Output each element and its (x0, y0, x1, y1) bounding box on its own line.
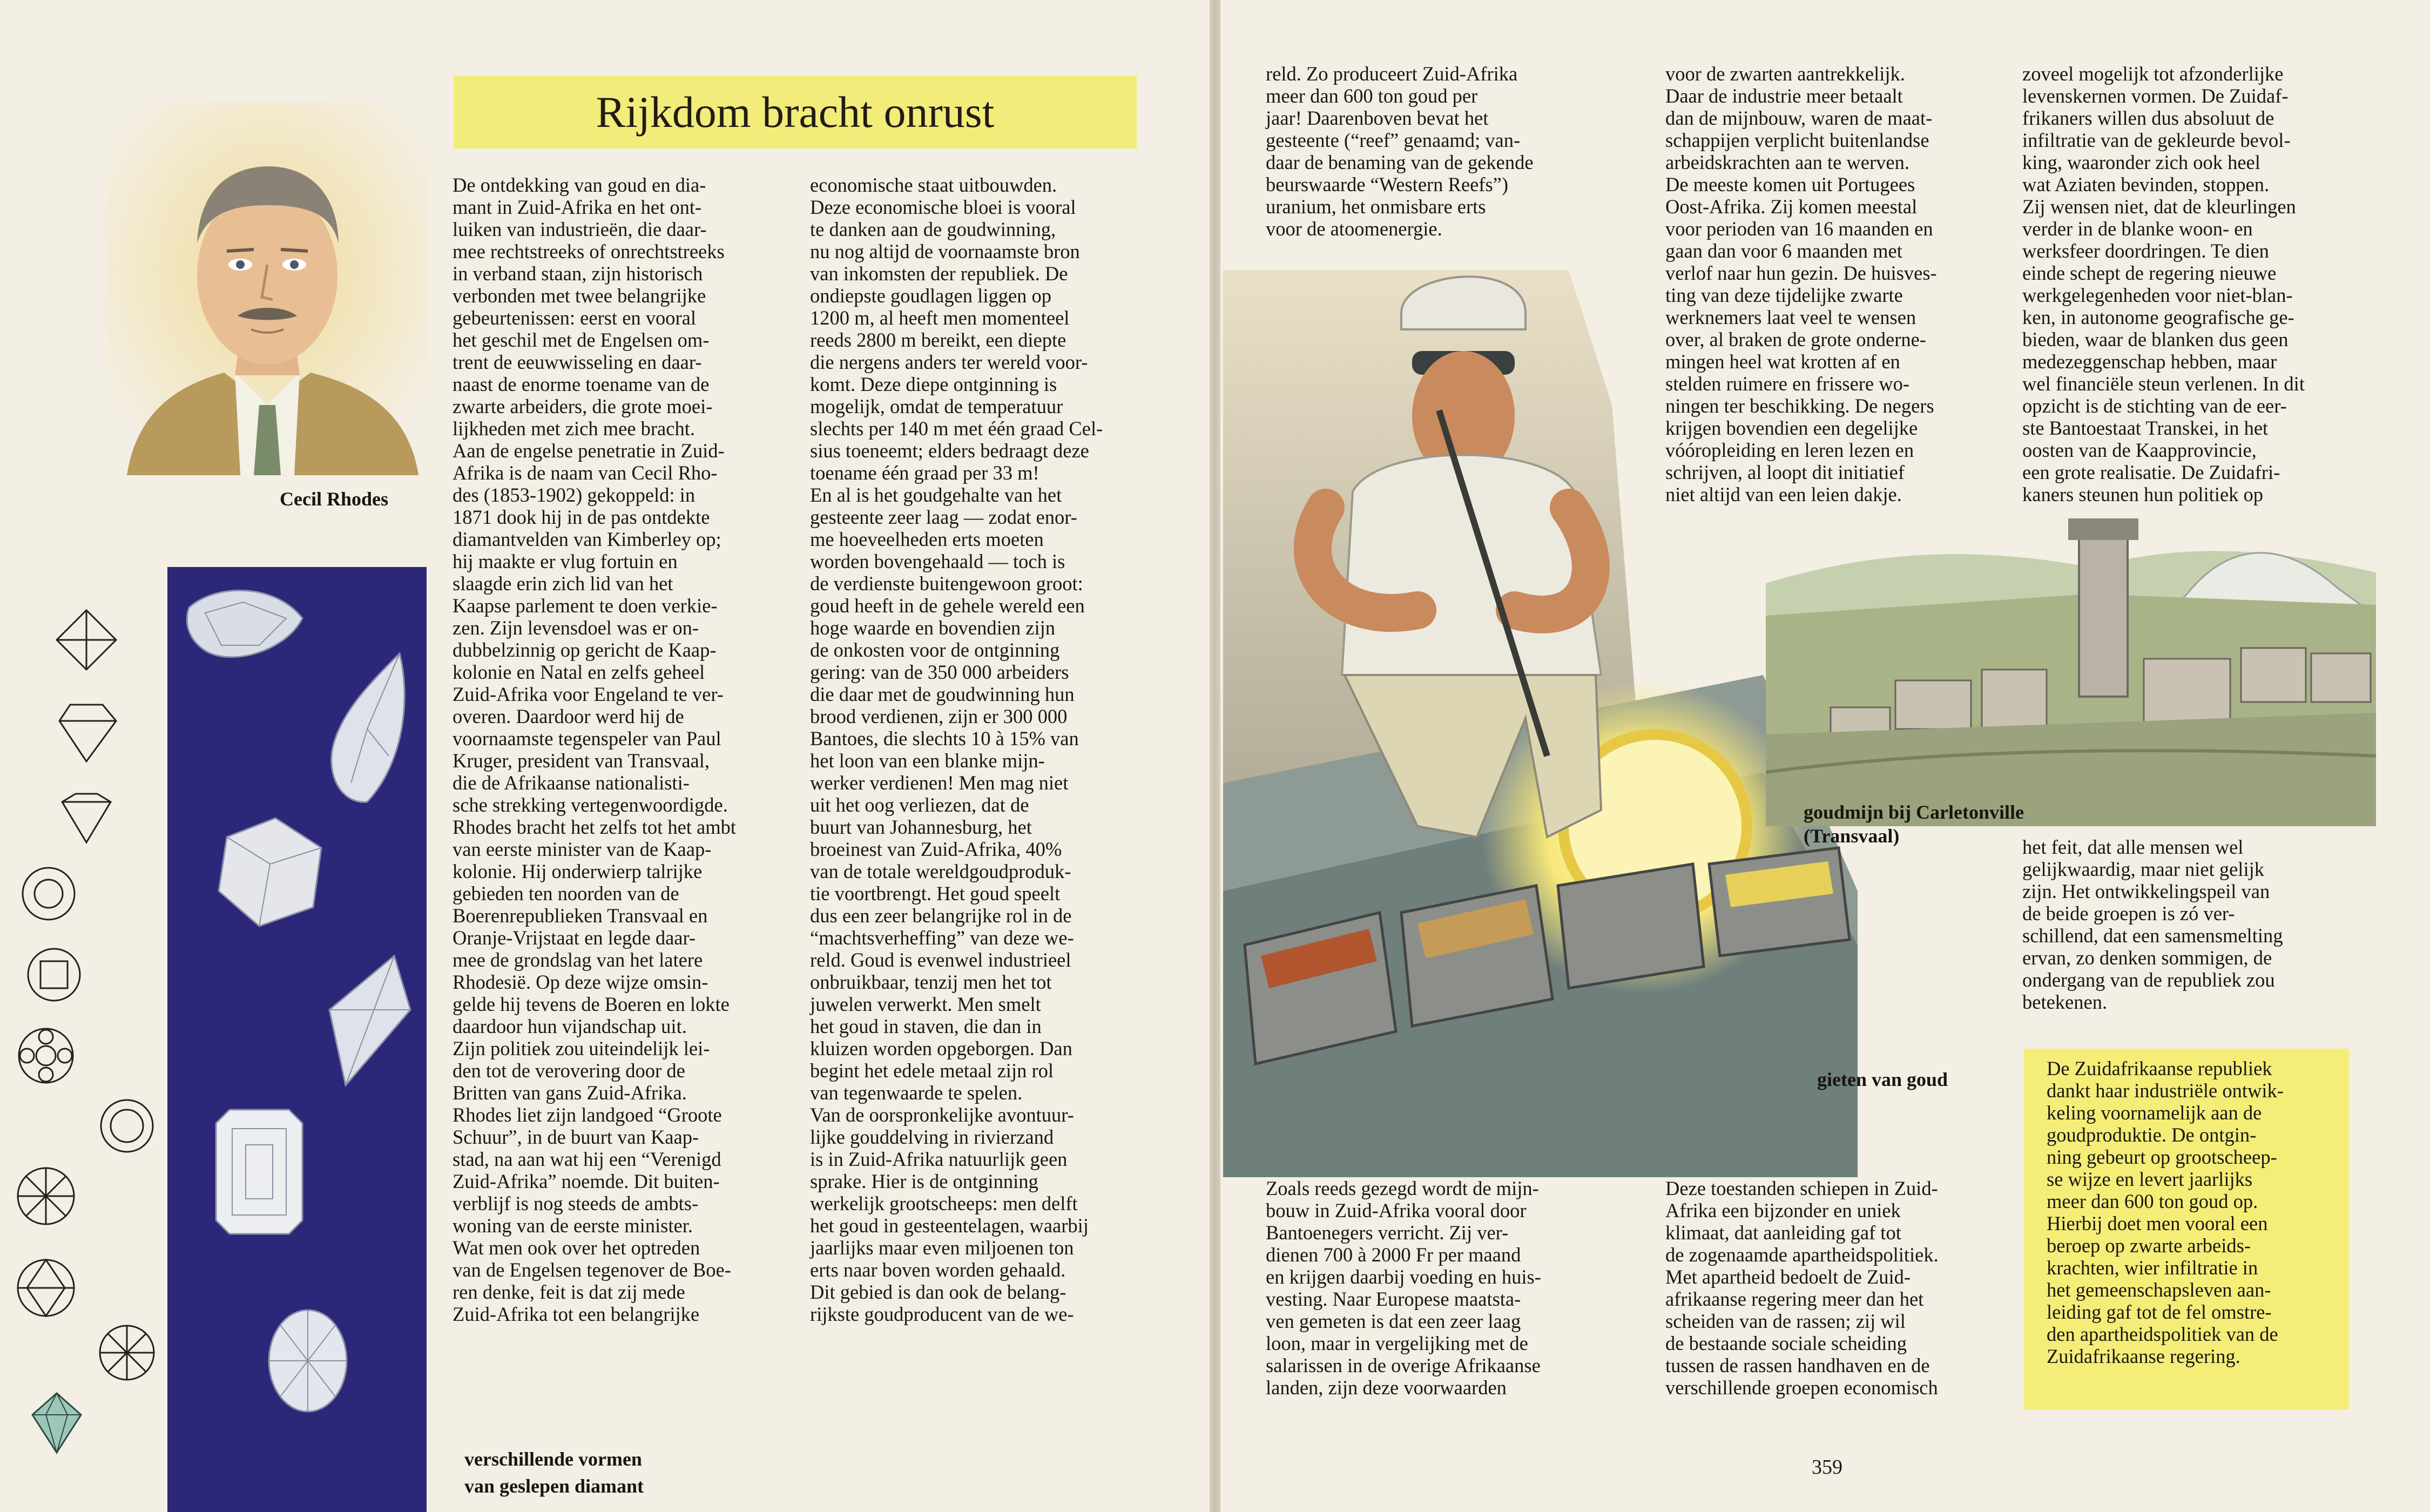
cecil-rhodes-portrait (105, 103, 429, 475)
text-line: Zuid-Afrika tot een belangrijke (453, 1303, 700, 1325)
text-line: het feit, dat alle mensen wel (2022, 836, 2244, 858)
text-line: toename één graad per 33 m! (810, 462, 1040, 484)
text-line: Dit gebied is dan ook de belang- (810, 1281, 1066, 1303)
text-line: mant in Zuid-Afrika en het ont- (453, 196, 702, 218)
text-line: mee de grondslag van het latere (453, 949, 703, 971)
text-line: den tot de verovering door de (453, 1059, 685, 1082)
text-column-1 (453, 174, 791, 1325)
text-line: de zogenaamde apartheidspolitiek. (1665, 1244, 1939, 1266)
text-line: het geschil met de Engelsen om- (453, 329, 710, 351)
text-line: Zuid-Afrika voor Engeland te ver- (453, 683, 724, 705)
text-line: bouw in Zuid-Afrika vooral door (1266, 1199, 1527, 1221)
summary-line: De Zuidafrikaanse republiek (2047, 1057, 2272, 1079)
text-line: ting van deze tijdelijke zwarte (1665, 284, 1903, 306)
text-line: voor de zwarten aantrekkelijk. (1665, 63, 1905, 85)
goldmine-illustration (1766, 518, 2376, 826)
text-line: die de Afrikaanse nationalisti- (453, 772, 690, 794)
page-number: 359 (1812, 1456, 1842, 1479)
text-line: uit het oog verliezen, dat de (810, 794, 1029, 816)
text-line: onbruikbaar, tenzij men het tot (810, 971, 1052, 993)
text-line: naast de enorme toename van de (453, 373, 710, 395)
text-line: Schuur”, in de buurt van Kaap- (453, 1126, 699, 1148)
text-line: verschillende groepen economisch (1665, 1376, 1938, 1399)
text-line: Daar de industrie meer betaalt (1665, 85, 1903, 107)
text-line: reeds 2800 m bereikt, een diepte (810, 329, 1066, 351)
text-line: Rhodes bracht het zelfs tot het ambt (453, 816, 737, 838)
text-line: die nergens anders ter wereld voor- (810, 351, 1088, 373)
text-line: des (1853-1902) gekoppeld: in (453, 484, 696, 506)
text-line: dus een zeer belangrijke rol in de (810, 905, 1072, 927)
text-line: kolonie. Hij onderwierp talrijke (453, 860, 703, 882)
text-line: tie voortbrengt. Het goud speelt (810, 882, 1061, 905)
text-line: Oranje-Vrijstaat en legde daar- (453, 927, 696, 949)
text-line: ondergang van de republiek zou (2022, 969, 2275, 991)
diamond-cut-outlines (0, 594, 162, 1485)
text-line: reld. Zo produceert Zuid-Afrika (1266, 63, 1518, 85)
text-line: slaagde erin zich lid van het (453, 572, 673, 595)
text-line: wel financiële steun verlenen. In dit (2022, 373, 2305, 395)
text-line: voornaamste tegenspeler van Paul (453, 727, 721, 750)
text-line: daardoor hun vijandschap uit. (453, 1015, 687, 1037)
text-line: scheiden van de rassen; zij wil (1665, 1310, 1906, 1332)
text-line: gebieden ten noorden van de (453, 882, 679, 905)
text-line: beurswaarde “Western Reefs”) (1266, 173, 1509, 195)
text-line: verbonden met twee belangrijke (453, 285, 706, 307)
text-line: het goud in gesteentelagen, waarbij (810, 1214, 1089, 1237)
text-line: Deze economische bloei is vooral (810, 196, 1076, 218)
text-line: meer dan 600 ton goud per (1266, 85, 1478, 107)
text-line: over, al braken de grote onderne- (1665, 328, 1926, 350)
text-column-3-bottom (1266, 1177, 1638, 1399)
text-line: landen, zijn deze voorwaarden (1266, 1376, 1507, 1399)
text-line: trent de eeuwwisseling en daar- (453, 351, 702, 373)
summary-line: leiding gaf tot de fel omstre- (2047, 1301, 2272, 1323)
text-line: die daar met de goudwinning hun (810, 683, 1075, 705)
text-line: Zuid-Afrika” noemde. Dit buiten- (453, 1170, 720, 1192)
text-column-5-top (2022, 63, 2349, 505)
text-line: medezeggenschap hebben, maar (2022, 350, 2277, 373)
text-line: infiltratie van de gekleurde bevol- (2022, 129, 2291, 151)
text-line: gaan dan voor 6 maanden met (1665, 240, 1902, 262)
text-line: ervan, zo denken sommigen, de (2022, 947, 2272, 969)
oval-brilliant-diamond-photo (265, 1307, 351, 1415)
text-line: gelijkwaardig, maar niet gelijk (2022, 858, 2264, 880)
text-line: ken, in autonome geografische ge- (2022, 306, 2294, 328)
text-line: loon, maar in vergelijking met de (1266, 1332, 1528, 1354)
text-line: van de totale wereldgoudproduk- (810, 860, 1071, 882)
text-line: de verdienste buitengewoon groot: (810, 572, 1083, 595)
text-line: stad, na aan wat hij een “Verenigd (453, 1148, 721, 1170)
text-line: kluizen worden opgeborgen. Dan (810, 1037, 1072, 1059)
text-line: Kaapse parlement te doen verkie- (453, 595, 718, 617)
text-line: Deze toestanden schiepen in Zuid- (1665, 1177, 1938, 1199)
text-line: me hoeveelheden erts moeten (810, 528, 1044, 550)
text-line: verblijf is nog steeds de ambts- (453, 1192, 699, 1214)
summary-line: Zuidafrikaanse regering. (2047, 1345, 2240, 1367)
text-line: “machtsverheffing” van deze we- (810, 927, 1074, 949)
text-line: woning van de eerste minister. (453, 1214, 693, 1237)
text-line: ven gemeten is dat een zeer laag (1266, 1310, 1521, 1332)
text-line: Wat men ook over het optreden (453, 1237, 700, 1259)
text-line: Bantoenegers verricht. Zij ver- (1266, 1221, 1509, 1244)
text-line: luiken van industrieën, die daar- (453, 218, 707, 240)
text-line: stelden ruimere en frissere wo- (1665, 373, 1910, 395)
text-line: kolonie en Natal en zelfs geheel (453, 661, 705, 683)
text-line: Boerenrepublieken Transvaal en (453, 905, 708, 927)
text-line: de beide groepen is zó ver- (2022, 902, 2235, 924)
summary-line: se wijze en levert jaarlijks (2047, 1168, 2253, 1190)
oval-diamond-photo (184, 586, 308, 667)
text-line: zoveel mogelijk tot afzonderlijke (2022, 63, 2284, 85)
text-line: te danken aan de goudwinning, (810, 218, 1056, 240)
text-line: dan de mijnbouw, waren de maat- (1665, 107, 1933, 129)
text-line: Met apartheid bedoelt de Zuid- (1665, 1266, 1911, 1288)
text-line: Afrika een bijzonder en uniek (1665, 1199, 1901, 1221)
book-gutter (1210, 0, 1220, 1512)
text-line: sius toeneemt; elders bedraagt deze (810, 440, 1089, 462)
text-line: van inkomsten der republiek. De (810, 262, 1068, 285)
text-line: dienen 700 à 2000 Fr per maand (1266, 1244, 1521, 1266)
text-line: verlof naar hun gezin. De huisves- (1665, 262, 1937, 284)
text-line: tussen de rassen handhaven en de (1665, 1354, 1930, 1376)
text-line: levenskernen vormen. De Zuidaf- (2022, 85, 2289, 107)
text-line: voor perioden van 16 maanden en (1665, 218, 1933, 240)
text-line: Zijn politiek zou uiteindelijk lei- (453, 1037, 710, 1059)
text-line: Oost-Afrika. Zij komen meestal (1665, 195, 1918, 218)
text-column-4-top (1665, 63, 1992, 505)
text-line: het goud in staven, die dan in (810, 1015, 1042, 1037)
text-line: sprake. Hier is de ontginning (810, 1170, 1038, 1192)
text-line: schillend, dat een samensmelting (2022, 924, 2283, 947)
summary-line: ning gebeurt op grootscheep- (2047, 1146, 2277, 1168)
kite-diamond-photo (319, 950, 416, 1091)
mine-caption-line1: goudmijn bij Carletonville (1804, 801, 2024, 823)
diamonds-caption-line2: van geslepen diamant (464, 1475, 644, 1497)
text-line: king, waaronder zich ook heel (2022, 151, 2260, 173)
title-box (454, 76, 1137, 148)
summary-line: meer dan 600 ton goud op. (2047, 1190, 2258, 1212)
summary-line: dankt haar industriële ontwik- (2047, 1079, 2284, 1102)
text-line: Rhodesië. Op deze wijze omsin- (453, 971, 708, 993)
text-line: komt. Deze diepe ontginning is (810, 373, 1057, 395)
text-line: diamantvelden van Kimberley op; (453, 528, 721, 550)
text-line: gesteente zeer laag — zodat enor- (810, 506, 1077, 528)
text-line: buurt van Johannesburg, het (810, 816, 1032, 838)
text-line: De meeste komen uit Portugees (1665, 173, 1915, 195)
text-line: mogelijk, omdat de temperatuur (810, 395, 1063, 417)
summary-line: den apartheidspolitiek van de (2047, 1323, 2278, 1345)
text-line: schrijven, al loopt dit initiatief (1665, 461, 1905, 483)
text-line: Zij wensen niet, dat de kleurlingen (2022, 195, 2296, 218)
text-line: lijke gouddelving in rivierzand (810, 1126, 1054, 1148)
text-line: sche strekking vertegenwoordigde. (453, 794, 728, 816)
text-line: werkelijk grootscheeps: men delft (810, 1192, 1078, 1214)
text-line: zijn. Het ontwikkelingspeil van (2022, 880, 2270, 902)
text-line: werksfeer doordringen. Te dien (2022, 240, 2269, 262)
text-line: 1871 dook hij in de pas ontdekte (453, 506, 710, 528)
text-line: Van de oorspronkelijke avontuur- (810, 1104, 1074, 1126)
text-line: juwelen verwerkt. Men smelt (810, 993, 1041, 1015)
summary-line: goudproduktie. De ontgin- (2047, 1124, 2257, 1146)
text-line: mee rechtstreeks of onrechtstreeks (453, 240, 725, 262)
text-line: opzicht is de stichting van de eer- (2022, 395, 2287, 417)
text-line: kaners steunen hun politiek op (2022, 483, 2264, 505)
text-line: economische staat uitbouwden. (810, 174, 1057, 196)
text-line: begint het edele metaal zijn rol (810, 1059, 1054, 1082)
text-line: vóóropleiding en leren lezen en (1665, 439, 1914, 461)
text-line: brood verdienen, zijn er 300 000 (810, 705, 1068, 727)
text-line: werker verdienen! Men mag niet (810, 772, 1069, 794)
text-line: Aan de engelse penetratie in Zuid- (453, 440, 725, 462)
text-line: voor de atoomenergie. (1266, 218, 1442, 240)
rough-diamond-photo (211, 815, 329, 929)
text-line: wat Aziaten bevinden, stoppen. (2022, 173, 2270, 195)
text-line: de onkosten voor de ontginning (810, 639, 1060, 661)
text-line: goud heeft in de gehele wereld een (810, 595, 1085, 617)
text-column-4-bottom (1665, 1177, 1992, 1399)
text-line: en krijgen daarbij voeding en huis- (1266, 1266, 1541, 1288)
diamonds-caption-line1: verschillende vormen (464, 1448, 642, 1470)
text-line: van tegenwaarde te spelen. (810, 1082, 1023, 1104)
text-line: rijkste goudproducent van de we- (810, 1303, 1074, 1325)
text-line: van de Engelsen tegenover de Boe- (453, 1259, 731, 1281)
page-title: Rijkdom bracht onrust (596, 87, 995, 137)
text-line: Bantoes, die slechts 10 à 15% van (810, 727, 1079, 750)
text-line: niet altijd van een leien dakje. (1665, 483, 1902, 505)
text-line: zen. Zijn levensdoel was er on- (453, 617, 699, 639)
text-line: van eerste minister van de Kaap- (453, 838, 712, 860)
text-line: Kruger, president van Transvaal, (453, 750, 710, 772)
text-line: een grote realisatie. De Zuidafri- (2022, 461, 2280, 483)
text-line: hij maakte er vlug fortuin en (453, 550, 678, 572)
text-line: gering: van de 350 000 arbeiders (810, 661, 1069, 683)
text-line: Afrika is de naam van Cecil Rho- (453, 462, 718, 484)
summary-line: Hierbij doet men vooral een (2047, 1212, 2268, 1234)
text-line: klimaat, dat aanleiding gaf tot (1665, 1221, 1901, 1244)
mine-caption-line2: (Transvaal) (1804, 825, 1900, 847)
text-line: schappijen verplicht buitenlandse (1665, 129, 1929, 151)
text-line: gesteente (“reef” genaamd; van- (1266, 129, 1521, 151)
text-line: in verband staan, zijn historisch (453, 262, 703, 285)
text-line: afrikaanse regering meer dan het (1665, 1288, 1924, 1310)
text-line: daar de benaming van de gekende (1266, 151, 1534, 173)
text-column-3-top (1266, 63, 1638, 240)
text-line: De ontdekking van goud en dia- (453, 174, 706, 196)
text-line: verder in de blanke woon- en (2022, 218, 2253, 240)
text-line: de bestaande sociale scheiding (1665, 1332, 1907, 1354)
text-line: jaar! Daarenboven bevat het (1266, 107, 1489, 129)
text-line: worden bovengehaald — toch is (810, 550, 1065, 572)
summary-text (2047, 1057, 2336, 1367)
text-line: vesting. Naar Europese maatsta- (1266, 1288, 1521, 1310)
text-line: ste Bantoestaat Transkei, in het (2022, 417, 2269, 439)
text-line: jaarlijks maar even miljoenen ton (810, 1237, 1074, 1259)
text-line: En al is het goudgehalte van het (810, 484, 1062, 506)
text-line: slechts per 140 m met één graad Cel- (810, 417, 1103, 440)
text-line: mingen heel wat krotten af en (1665, 350, 1900, 373)
emerald-cut-diamond-photo (213, 1107, 305, 1237)
text-line: oosten van de Kaapprovincie, (2022, 439, 2257, 461)
text-line: arbeidskrachten aan te werven. (1665, 151, 1909, 173)
text-line: gelde hij tevens de Boeren en lokte (453, 993, 730, 1015)
text-line: Zoals reeds gezegd wordt de mijn- (1266, 1177, 1539, 1199)
text-line: Rhodes liet zijn landgoed “Groote (453, 1104, 722, 1126)
text-line: bieden, waar de blanken dus geen (2022, 328, 2289, 350)
text-line: is in Zuid-Afrika natuurlijk geen (810, 1148, 1068, 1170)
text-line: hoge waarde en bovendien zijn (810, 617, 1056, 639)
text-line: 1200 m, al heeft men momenteel (810, 307, 1070, 329)
text-line: salarissen in de overige Afrikaanse (1266, 1354, 1541, 1376)
summary-line: keling voornamelijk aan de (2047, 1102, 2262, 1124)
portrait-caption: Cecil Rhodes (280, 488, 388, 510)
text-line: ningen ter beschikking. De negers (1665, 395, 1934, 417)
text-line: overen. Daardoor werd hij de (453, 705, 684, 727)
text-line: het loon van een blanke mijn- (810, 750, 1045, 772)
text-line: krijgen bovendien een degelijke (1665, 417, 1918, 439)
text-line: einde schept de regering nieuwe (2022, 262, 2277, 284)
summary-line: beroep op zwarte arbeids- (2047, 1234, 2251, 1257)
text-line: gebeurtenissen: eerst en vooral (453, 307, 697, 329)
text-line: betekenen. (2022, 991, 2108, 1013)
text-line: lijkheden met zich mee bracht. (453, 417, 695, 440)
text-line: reld. Goud is evenwel industrieel (810, 949, 1071, 971)
casting-caption: gieten van goud (1817, 1069, 1948, 1090)
text-column-2 (810, 174, 1137, 1325)
text-line: uranium, het onmisbare erts (1266, 195, 1486, 218)
summary-line: krachten, wier infiltratie in (2047, 1257, 2258, 1279)
pear-diamond-photo (319, 648, 416, 810)
text-line: Britten van gans Zuid-Afrika. (453, 1082, 687, 1104)
text-line: frikaners willen dus absoluut de (2022, 107, 2274, 129)
text-line: ren denke, feit is dat zij mede (453, 1281, 685, 1303)
summary-line: het gemeenschapsleven aan- (2047, 1279, 2271, 1301)
text-line: nu nog altijd de voornaamste bron (810, 240, 1080, 262)
text-line: zwarte arbeiders, die grote moei- (453, 395, 713, 417)
text-line: ondiepste goudlagen liggen op (810, 285, 1052, 307)
text-line: broeinest van Zuid-Afrika, 40% (810, 838, 1062, 860)
text-line: dubbelzinnig op gericht de Kaap- (453, 639, 717, 661)
text-line: werkgelegenheden voor niet-blan- (2022, 284, 2293, 306)
text-line: erts naar boven worden gehaald. (810, 1259, 1066, 1281)
text-column-5-middle (2022, 836, 2349, 1013)
text-line: werknemers laat veel te wensen (1665, 306, 1916, 328)
